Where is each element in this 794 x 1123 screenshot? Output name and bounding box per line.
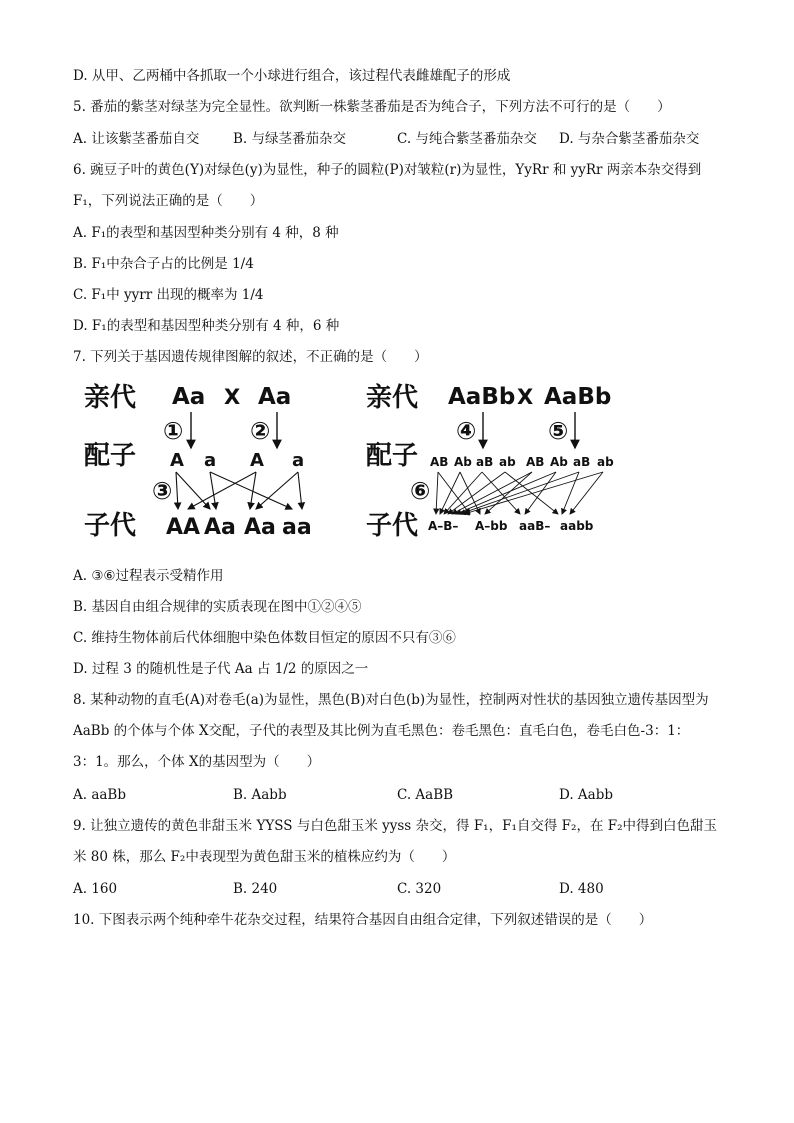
row-label-gamete: 配子	[366, 441, 419, 471]
q7-option-d: D. 过程 3 的随机性是子代 Aa 占 1/2 的原因之一	[73, 661, 369, 677]
gamete: Ab	[454, 455, 472, 469]
q6-option-c: C. F₁中 yyrr 出现的概率为 1/4	[73, 287, 264, 303]
q8-option-d: D. Aabb	[559, 787, 614, 803]
step-6-marker: ⑥	[410, 477, 431, 505]
row-label-parent: 亲代	[84, 383, 137, 413]
q6-option-d: D. F₁的表型和基因型种类分别有 4 种，6 种	[73, 318, 340, 334]
gamete: AB	[430, 455, 449, 469]
gamete: A	[170, 450, 184, 471]
q5-option-d: D. 与杂合紫茎番茄杂交	[559, 131, 700, 147]
gamete: a	[292, 450, 305, 471]
row-label-offspring: 子代	[366, 511, 419, 541]
monohybrid-cross	[84, 382, 312, 541]
q6-option-a: A. F₁的表型和基因型种类分别有 4 种，8 种	[73, 225, 339, 241]
q7-option-b: B. 基因自由组合规律的实质表现在图中①②④⑤	[73, 599, 362, 615]
q9-option-a: A. 160	[73, 881, 118, 897]
genetics-diagram-svg	[70, 372, 730, 547]
q9-stem-line2: 米 80 株，那么 F₂中表现型为黄色甜玉米的植株应约为（ ）	[73, 849, 456, 865]
q10-stem: 10. 下图表示两个纯种牵牛花杂交过程，结果符合基因自由组合定律，下列叙述错误的是（ ）	[73, 912, 653, 928]
gamete: AB	[526, 455, 545, 469]
q8-option-c: C. AaBB	[397, 787, 454, 803]
q6-stem-line2: F₁，下列说法正确的是（ ）	[73, 193, 264, 209]
row-label-parent: 亲代	[366, 383, 419, 413]
gamete: a	[204, 450, 217, 471]
step-1-marker: ①	[163, 417, 184, 445]
step-3-marker: ③	[152, 477, 173, 505]
row-label-gamete: 配子	[84, 441, 137, 471]
offspring-phenotype: A–bb	[475, 519, 508, 533]
gamete: ab	[499, 455, 516, 469]
q8-stem-line2: AaBb 的个体与个体 X交配，子代的表型及其比例为直毛黑色：卷毛黑色：直毛白色，卷毛白色-3：1：	[73, 723, 690, 739]
gamete: Ab	[550, 455, 568, 469]
q5-stem: 5. 番茄的紫茎对绿茎为完全显性。欲判断一株紫茎番茄是否为纯合子，下列方法不可行的是（ ）	[73, 99, 671, 115]
q6-stem-line1: 6. 豌豆子叶的黄色(Y)对绿色(y)为显性，种子的圆粒(P)对皱粒(r)为显性，YyRr 和 yyRr 两亲本杂交得到	[73, 162, 702, 178]
step-2-marker: ②	[250, 417, 271, 445]
q4-option-d: D. 从甲、乙两桶中各抓取一个小球进行组合，该过程代表雌雄配子的形成	[73, 68, 511, 84]
offspring-genotype: Aa	[204, 515, 236, 540]
q8-option-b: B. Aabb	[233, 787, 287, 803]
q9-option-d: D. 480	[559, 881, 604, 897]
q7-option-a: A. ③⑥过程表示受精作用	[73, 568, 224, 584]
q7-stem: 7. 下列关于基因遗传规律图解的叙述，不正确的是（ ）	[73, 349, 428, 365]
gamete: aB	[573, 455, 591, 469]
q8-stem-line1: 8. 某种动物的直毛(A)对卷毛(a)为显性，黑色(B)对白色(b)为显性，控制两对性状的基因独立遗传基因型为	[73, 692, 709, 708]
q8-option-a: A. aaBb	[73, 787, 126, 803]
gamete: A	[250, 450, 264, 471]
q5-option-a: A. 让该紫茎番茄自交	[73, 131, 200, 147]
parent-2: Aa	[258, 384, 292, 410]
q7-option-c: C. 维持生物体前后代体细胞中染色体数目恒定的原因不只有③⑥	[73, 630, 456, 646]
q9-stem-line1: 9. 让独立遗传的黄色非甜玉米 YYSS 与白色甜玉米 yyss 杂交，得 F₁，F₁自交得 F₂，在 F₂中得到白色甜玉	[73, 818, 718, 834]
step-4-marker: ④	[456, 417, 477, 445]
offspring-phenotype: aaB–	[519, 519, 551, 533]
q9-option-c: C. 320	[397, 881, 442, 897]
dihybrid-cross	[366, 382, 614, 541]
step-5-marker: ⑤	[548, 417, 569, 445]
genetics-diagram	[70, 372, 730, 547]
gamete: ab	[597, 455, 614, 469]
cross-sign: X	[517, 385, 534, 409]
parent-1: Aa	[172, 384, 206, 410]
offspring-genotype: AA	[166, 515, 201, 540]
cross-sign: X	[224, 385, 241, 409]
row-label-offspring: 子代	[84, 511, 137, 541]
gamete: aB	[476, 455, 494, 469]
offspring-genotype: Aa	[244, 515, 276, 540]
parent-1: AaBb	[448, 384, 516, 410]
q9-option-b: B. 240	[233, 881, 278, 897]
parent-2: AaBb	[544, 384, 612, 410]
q6-option-b: B. F₁中杂合子占的比例是 1/4	[73, 256, 254, 272]
q5-option-c: C. 与纯合紫茎番茄杂交	[397, 131, 537, 147]
q8-stem-line3: 3：1。那么，个体 X的基因型为（ ）	[73, 754, 321, 770]
offspring-phenotype: A–B–	[428, 519, 459, 533]
q5-option-b: B. 与绿茎番茄杂交	[233, 131, 347, 147]
offspring-genotype: aa	[282, 515, 312, 540]
offspring-phenotype: aabb	[560, 519, 594, 533]
